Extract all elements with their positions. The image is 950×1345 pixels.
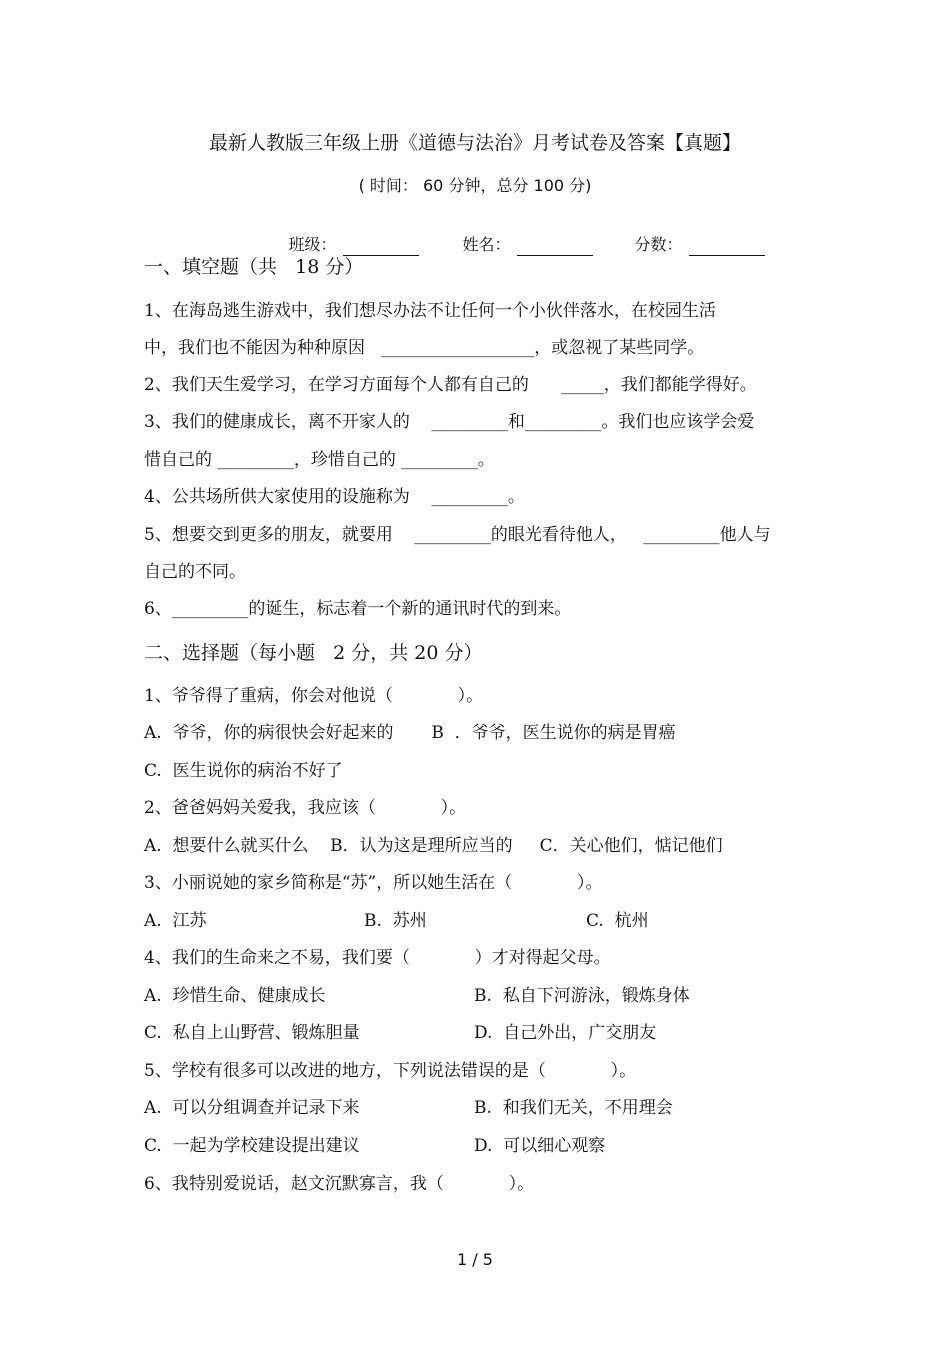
choice-q5-option-c: C. 一起为学校建设提出建议 [144,1136,360,1156]
choice-q4-option-b: B. 私自下河游泳，锻炼身体 [474,986,690,1006]
choice-q4: 4、我们的生命来之不易，我们要（ ）才对得起父母。 [144,948,611,968]
fill-q4: 4、公共场所供大家使用的设施称为 _________。 [144,487,525,507]
choice-q1: 1、爷爷得了重病，你会对他说（ ）。 [144,686,484,706]
choice-q2: 2、爸爸妈妈关爱我，我应该（ ）。 [144,798,467,818]
fill-q5-line1: 5、想要交到更多的朋友，就要用 _________的眼光看待他人， _________他人与 [144,525,771,545]
choice-q4-option-d: D. 自己外出，广交朋友 [474,1023,657,1043]
score-field [604,212,765,278]
choice-q3-option-a: A. 江苏 [144,911,207,931]
score-blank [689,239,765,256]
fill-q2: 2、我们天生爱学习，在学习方面每个人都有自己的 _____，我们都能学得好。 [144,375,757,395]
fill-q3-line2: 惜自己的 _________，珍惜自己的 _________。 [144,450,495,470]
choice-q3-option-c: C. 杭州 [586,911,649,931]
choice-q1-option-c: C. 医生说你的病治不好了 [144,761,343,781]
choice-q2-options: A. 想要什么就买什么 B．认为这是理所应当的 C．关心他们，惦记他们 [144,836,723,856]
name-label: 姓名： [462,235,511,254]
score-label: 分数： [634,235,683,254]
fill-q1-line1: 1、在海岛逃生游戏中，我们想尽办法不让任何一个小伙伴落水，在校园生活 [144,301,716,321]
choice-q3: 3、小丽说她的家乡简称是“苏”，所以她生活在（ ）。 [144,873,603,893]
name-blank [517,239,593,256]
name-field [432,212,593,278]
choice-q6: 6、我特别爱说话，赵文沉默寡言，我（ ）。 [144,1174,535,1194]
choice-q1-options-ab: A. 爷爷，你的病很快会好起来的 B ．爷爷，医生说你的病是胃癌 [144,723,676,743]
choice-q4-option-a: A. 珍惜生命、健康成长 [144,986,326,1006]
choice-q3-option-b: B. 苏州 [364,911,427,931]
section-fill-blank-heading: 一、填空题（共 18 分） [144,256,364,278]
class-label: 班级： [288,235,337,254]
section-choice-heading: 二、选择题（每小题 2 分，共 20 分） [144,642,483,664]
exam-time-info: ( 时间： 60 分钟，总分 100 分) [358,176,592,195]
fill-q3-line1: 3、我们的健康成长，离不开家人的 _________和_________。我们也应该学会爱 [144,412,755,432]
fill-q5-line2: 自己的不同。 [144,562,246,582]
choice-q5-option-d: D. 可以细心观察 [474,1136,606,1156]
choice-q5: 5、学校有很多可以改进的地方，下列说法错误的是（ ）。 [144,1061,637,1081]
fill-q6: 6、_________的诞生，标志着一个新的通讯时代的到来。 [144,599,572,619]
fill-q1-line2: 中，我们也不能因为种种原因 __________________，或忽视了某些同学。 [144,338,705,358]
choice-q4-option-c: C. 私自上山野营、锻炼胆量 [144,1023,360,1043]
choice-q5-option-a: A. 可以分组调查并记录下来 [144,1098,360,1118]
choice-q5-option-b: B. 和我们无关，不用理会 [474,1098,673,1118]
page-number: 1 / 5 [457,1250,493,1269]
page-title: 最新人教版三年级上册《道德与法治》月考试卷及答案【真题】 [208,132,741,154]
